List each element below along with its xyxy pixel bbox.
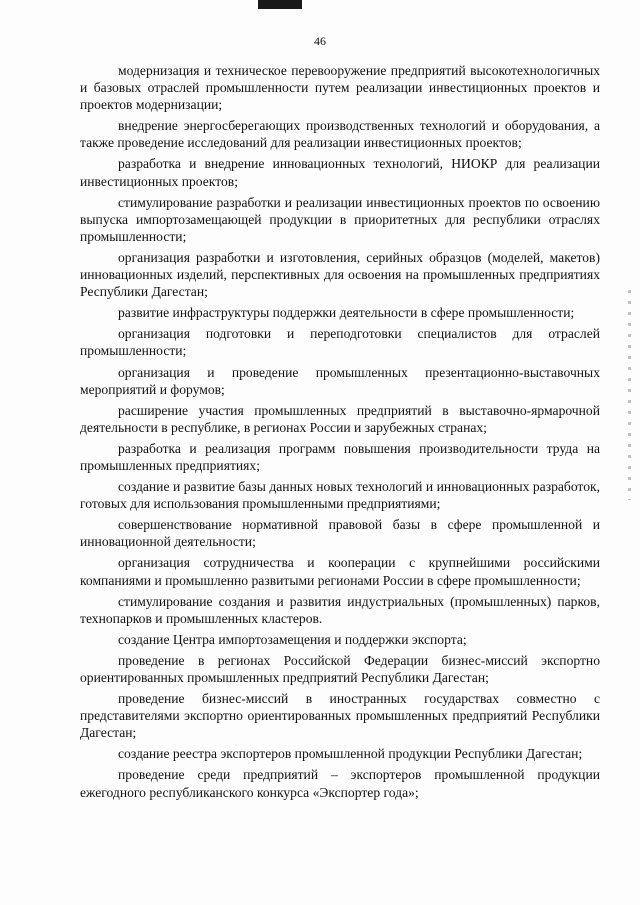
document-body [80,62,600,805]
list-item: проведение среди предприятий – экспортеров промышленной продукции ежегодного республиканского конкурса «Экспортер года»; [80,767,600,800]
list-item: стимулирование создания и развития индустриальных (промышленных) парков, технопарков и промышленных кластеров. [80,593,600,626]
list-item: создание реестра экспортеров промышленной продукции Республики Дагестан; [118,746,583,762]
list-item: разработка и реализация программ повышения производительности труда на промышленных предприятиях; [80,440,600,473]
list-item: организация сотрудничества и кооперации с крупнейшими российскими компаниями и промышленно развитыми регионами России в сфере промышленности; [80,555,600,588]
list-item: организация подготовки и переподготовки специалистов для отраслей промышленности; [80,326,600,359]
list-item: создание и развитие базы данных новых технологий и инновационных разработок, готовых для использования промышленными предприятиями; [80,479,600,512]
list-item: модернизация и техническое перевооружение предприятий высокотехнологичных и базовых отраслей промышленности путем реализации инвестиционных проектов и проектов модернизации; [80,63,600,113]
list-item: совершенствование нормативной правовой базы в сфере промышленной и инновационной деятельности; [80,517,600,550]
list-item: организация разработки и изготовления, серийных образцов (моделей, макетов) инновационных изделий, перспективных для освоения на промышленных предприятиях Республики Дагестан; [80,249,600,300]
list-item: внедрение энергосберегающих производственных технологий и оборудования, а также проведение исследований для реализации инвестиционных проектов; [80,118,600,151]
page-number: 46 [314,34,326,48]
list-item: организация и проведение промышленных презентационно-выставочных мероприятий и форумов; [80,364,600,397]
list-item: разработка и внедрение инновационных технологий, НИОКР для реализации инвестиционных проектов; [80,156,600,189]
list-item: проведение в регионах Российской Федерации бизнес-миссий экспортно ориентированных промышленных предприятий Республики Дагестан; [80,652,600,685]
scan-edge-noise [628,290,631,500]
list-item: проведение бизнес-миссий в иностранных государствах совместно с представителями экспортно ориентированных промышленных предприятий Республики Дагестан; [80,691,600,741]
list-item: расширение участия промышленных предприятий в выставочно-ярмарочной деятельности в республике, в регионах России и зарубежных странах; [80,402,600,435]
list-item: развитие инфраструктуры поддержки деятельности в сфере промышленности; [118,305,575,321]
list-item: создание Центра импортозамещения и поддержки экспорта; [118,631,467,647]
list-item: стимулирование разработки и реализации инвестиционных проектов по освоению выпуска импортозамещающей продукции в приоритетных для республики отраслях промышленности; [80,194,600,244]
scan-artifact [258,0,302,9]
